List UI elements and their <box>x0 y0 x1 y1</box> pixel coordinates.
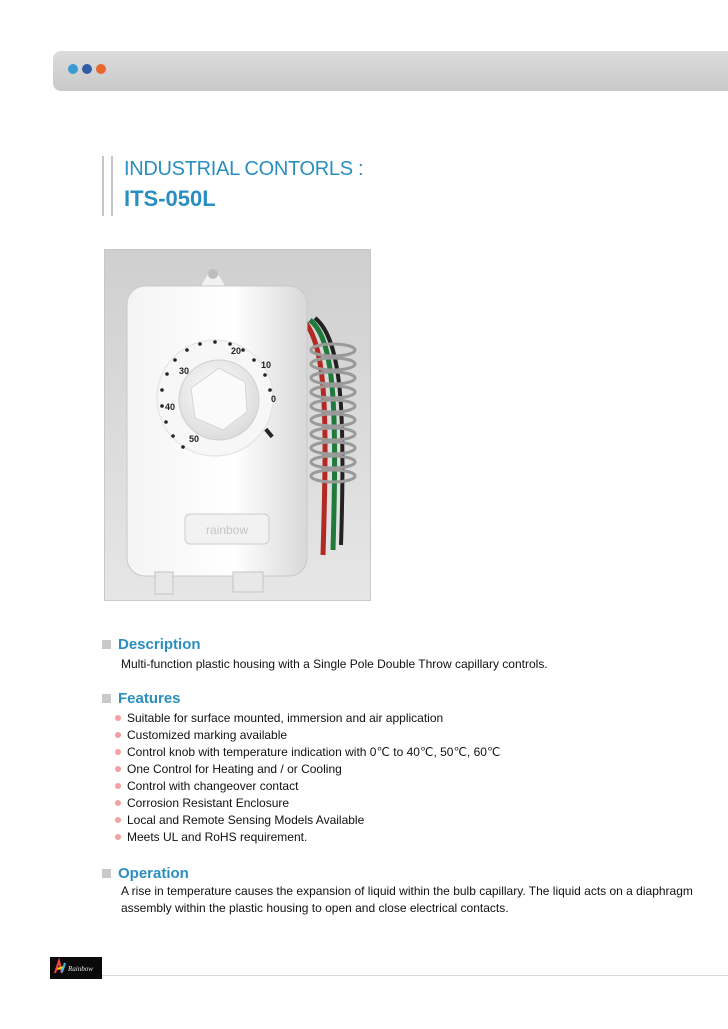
dial-mark-20: 20 <box>231 346 242 356</box>
square-bullet-icon <box>102 640 111 649</box>
title-category: INDUSTRIAL CONTORLS : <box>124 158 364 180</box>
bullet-icon <box>115 749 121 755</box>
dot-icon-2 <box>82 64 92 74</box>
dial-mark-10: 10 <box>261 360 272 370</box>
description-heading <box>102 636 201 653</box>
dial-mark-30: 30 <box>179 366 190 376</box>
bullet-icon <box>115 766 121 772</box>
feature-text: One Control for Heating and / or Cooling <box>127 761 342 776</box>
brand-plate: rainbow <box>205 523 249 537</box>
rainbow-logo-icon <box>50 957 102 979</box>
features-list <box>115 709 500 845</box>
list-item <box>115 828 500 845</box>
feature-text: Meets UL and RoHS requirement. <box>127 829 308 844</box>
description-heading-label: Description <box>118 636 201 653</box>
dial-mark-40: 40 <box>165 402 176 412</box>
operation-line-1: A rise in temperature causes the expansion of liquid within the bulb capillary. The liquid acts on a diaphragm <box>121 884 693 898</box>
list-item <box>115 726 500 743</box>
feature-text: Suitable for surface mounted, immersion and air application <box>127 710 444 725</box>
feature-text: Control knob with temperature indication with 0℃ to 40℃, 50℃, 60℃ <box>127 744 501 759</box>
square-bullet-icon <box>102 869 111 878</box>
thermostat-illustration <box>105 250 370 600</box>
feature-text: Customized marking available <box>127 727 288 742</box>
bullet-icon <box>115 800 121 806</box>
dot-icon-1 <box>68 64 78 74</box>
feature-text: Control with changeover contact <box>127 778 299 793</box>
list-item <box>115 743 500 760</box>
dial-mark-50: 50 <box>189 434 200 444</box>
title-model: ITS-050L <box>124 186 216 211</box>
features-heading-label: Features <box>118 690 181 707</box>
bullet-icon <box>115 817 121 823</box>
footer-logo-text: Rainbow <box>68 965 93 973</box>
bullet-icon <box>115 732 121 738</box>
list-item <box>115 709 500 726</box>
bullet-icon <box>115 715 121 721</box>
operation-line-2: assembly within the plastic housing to open and close electrical contacts. <box>121 901 509 915</box>
operation-heading <box>102 865 189 882</box>
feature-text: Corrosion Resistant Enclosure <box>127 795 290 810</box>
header-bar <box>53 51 728 91</box>
operation-heading-label: Operation <box>118 865 189 882</box>
bullet-icon <box>115 783 121 789</box>
list-item <box>115 760 500 777</box>
footer-logo <box>50 957 102 979</box>
description-text: Multi-function plastic housing with a Single Pole Double Throw capillary controls. <box>121 657 548 671</box>
product-photo <box>104 249 371 601</box>
list-item <box>115 811 500 828</box>
operation-text <box>121 883 693 917</box>
list-item <box>115 794 500 811</box>
footer-divider <box>53 975 728 976</box>
dot-icon-3 <box>96 64 106 74</box>
square-bullet-icon <box>102 694 111 703</box>
list-item <box>115 777 500 794</box>
dial-mark-0: 0 <box>271 394 277 404</box>
title-accent-bar <box>102 156 113 216</box>
bullet-icon <box>115 834 121 840</box>
header-dots <box>68 64 106 74</box>
feature-text: Local and Remote Sensing Models Available <box>127 812 365 827</box>
features-heading <box>102 690 181 707</box>
